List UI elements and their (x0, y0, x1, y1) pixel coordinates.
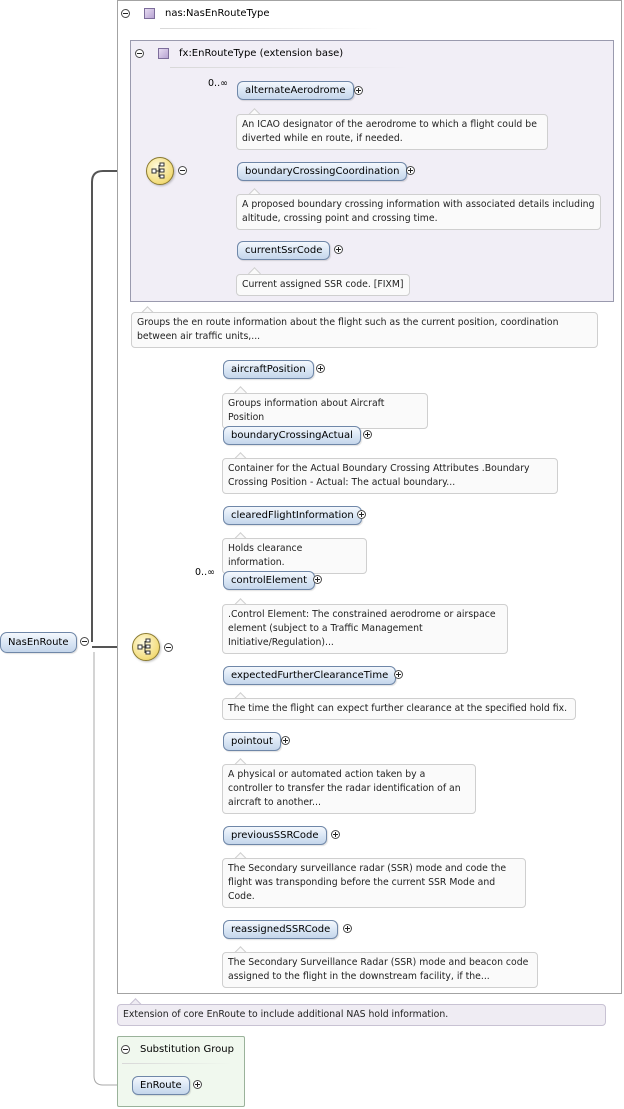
element-documentation: Holds clearance information. (222, 538, 367, 574)
expand-icon[interactable] (354, 86, 363, 95)
element-aircraft-position[interactable]: aircraftPosition (223, 360, 314, 379)
element-documentation: .Control Element: The constrained aerodrome or airspace element (subject to a Traffic Management Initiative/Regulation)... (222, 604, 508, 654)
extension-base-documentation: Groups the en route information about the flight such as the current position, coordination between air traffic units,... (131, 312, 598, 348)
cardinality-label: 0..∞ (208, 78, 228, 89)
cardinality-label: 0..∞ (195, 567, 215, 578)
substitution-group-title: Substitution Group (140, 1044, 234, 1055)
element-alternate-aerodrome[interactable]: alternateAerodrome (237, 81, 354, 100)
substitution-group-header (121, 1044, 234, 1055)
element-documentation: Groups information about Aircraft Position (222, 393, 428, 429)
element-documentation: The Secondary surveillance radar (SSR) mode and code the flight was transponding before the current SSR Mode and Code. (222, 858, 526, 908)
element-previous-ssr-code[interactable]: previousSSRCode (223, 826, 327, 845)
element-cleared-flight-information[interactable]: clearedFlightInformation (223, 506, 362, 525)
complex-type-header (121, 8, 270, 19)
element-documentation: Current assigned SSR code. [FIXM] (236, 274, 410, 296)
element-documentation: The Secondary Surveillance Radar (SSR) mode and beacon code assigned to the flight in the downstream facility, if the... (222, 952, 538, 988)
element-documentation: A physical or automated action taken by a controller to transfer the radar identification of an aircraft to another... (222, 764, 476, 814)
header-divider (170, 67, 410, 68)
sequence-compositor-icon[interactable] (132, 633, 160, 661)
element-boundary-crossing-actual[interactable]: boundaryCrossingActual (223, 426, 361, 445)
collapse-icon[interactable] (80, 637, 89, 646)
expand-icon[interactable] (357, 510, 366, 519)
complex-type-documentation: Extension of core EnRoute to include additional NAS hold information. (117, 1004, 606, 1026)
element-pointout[interactable]: pointout (223, 732, 281, 751)
expand-icon[interactable] (343, 924, 352, 933)
header-divider (122, 1063, 232, 1064)
root-element-nas-en-route[interactable]: NasEnRoute (0, 632, 77, 653)
collapse-icon[interactable] (164, 643, 173, 652)
complex-type-title: nas:NasEnRouteType (165, 8, 270, 19)
sequence-compositor-icon[interactable] (146, 157, 174, 185)
expand-icon[interactable] (313, 575, 322, 584)
expand-icon[interactable] (394, 670, 403, 679)
extension-base-title: fx:EnRouteType (extension base) (179, 48, 344, 59)
expand-icon[interactable] (406, 166, 415, 175)
element-documentation: The time the flight can expect further clearance at the specified hold fix. (222, 698, 576, 720)
header-divider (160, 28, 380, 29)
expand-icon[interactable] (193, 1080, 202, 1089)
element-boundary-crossing-coordination[interactable]: boundaryCrossingCoordination (237, 162, 407, 181)
element-documentation: An ICAO designator of the aerodrome to which a flight could be diverted while en route, if needed. (236, 114, 548, 150)
extension-base-header (135, 48, 343, 59)
collapse-icon[interactable] (135, 49, 144, 58)
complex-type-icon (158, 48, 169, 59)
collapse-icon[interactable] (121, 1045, 130, 1054)
expand-icon[interactable] (281, 736, 290, 745)
element-reassigned-ssr-code[interactable]: reassignedSSRCode (223, 920, 338, 939)
expand-icon[interactable] (334, 245, 343, 254)
expand-icon[interactable] (331, 830, 340, 839)
collapse-icon[interactable] (178, 166, 187, 175)
element-control-element[interactable]: controlElement (223, 571, 315, 590)
element-expected-further-clearance-time[interactable]: expectedFurtherClearanceTime (223, 666, 396, 685)
expand-icon[interactable] (363, 430, 372, 439)
element-current-ssr-code[interactable]: currentSsrCode (237, 241, 330, 260)
complex-type-icon (144, 8, 155, 19)
expand-icon[interactable] (316, 364, 325, 373)
element-documentation: Container for the Actual Boundary Crossing Attributes .Boundary Crossing Position - Actual: The actual boundary... (222, 458, 558, 494)
element-documentation: A proposed boundary crossing information with associated details including altitude, crossing point and crossing time. (236, 194, 601, 230)
element-en-route[interactable]: EnRoute (132, 1076, 190, 1095)
collapse-icon[interactable] (121, 9, 130, 18)
